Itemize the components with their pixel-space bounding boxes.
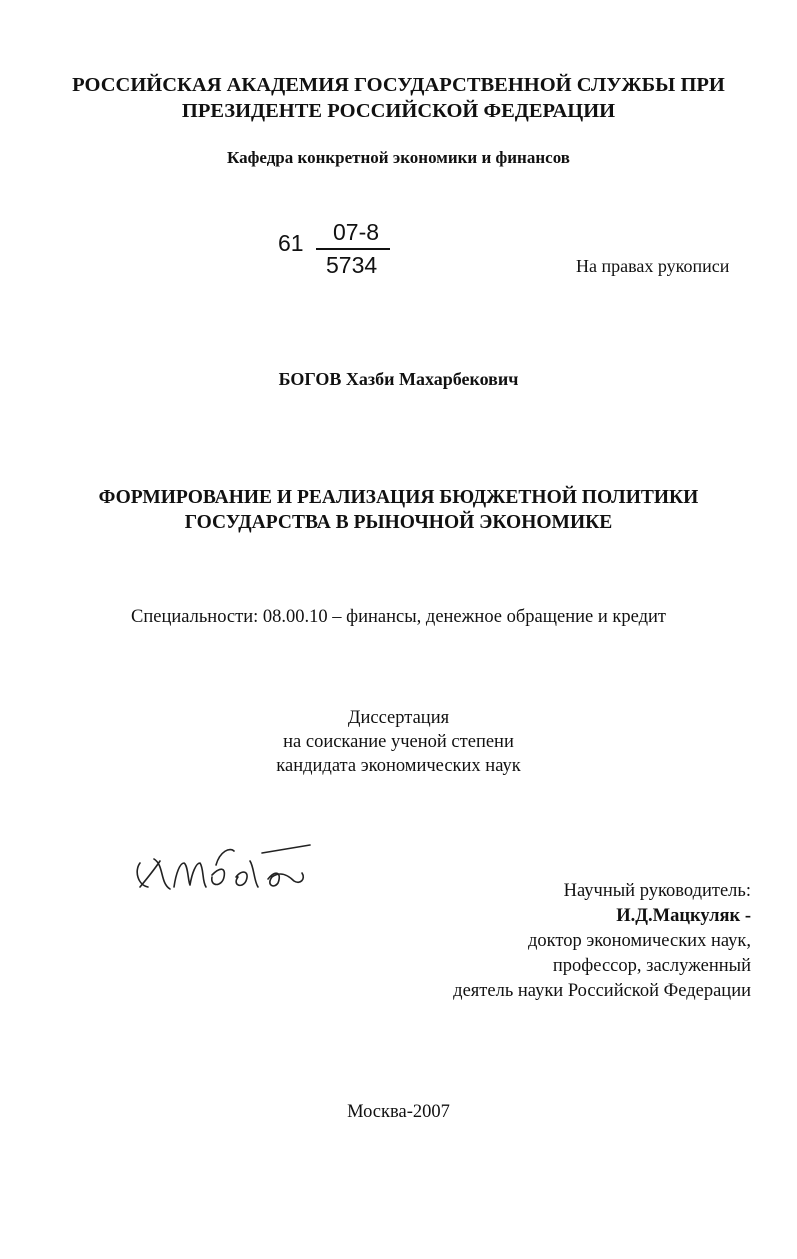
catalog-code-denominator: 5734 (326, 252, 378, 278)
advisor-honor: деятель науки Российской Федерации (453, 981, 751, 1001)
degree-statement (0, 706, 797, 778)
handwritten-signature (130, 825, 330, 905)
specialty: Специальности: 08.00.10 – финансы, денежное обращение и кредит (131, 607, 666, 627)
degree-line-1: Диссертация (347, 708, 450, 728)
title-line-1: ФОРМИРОВАНИЕ И РЕАЛИЗАЦИЯ БЮДЖЕТНОЙ ПОЛИТИКИ (98, 487, 699, 508)
degree-line-3: кандидата экономических наук (276, 756, 521, 776)
catalog-code-fraction-line (316, 248, 390, 250)
advisor-title: профессор, заслуженный (552, 956, 751, 976)
institution-line-1: РОССИЙСКАЯ АКАДЕМИЯ ГОСУДАРСТВЕННОЙ СЛУЖБЫ ПРИ (72, 74, 725, 96)
rights-note: На правах рукописи (576, 256, 730, 276)
institution-line-2: ПРЕЗИДЕНТЕ РОССИЙСКОЙ ФЕДЕРАЦИИ (181, 100, 616, 122)
city-year: Москва-2007 (347, 1102, 450, 1122)
institution-heading (0, 72, 797, 124)
department: Кафедра конкретной экономики и финансов (227, 148, 570, 167)
scientific-advisor (331, 879, 751, 1004)
catalog-code-numerator: 07-8 (333, 219, 380, 245)
advisor-label: Научный руководитель: (563, 881, 751, 901)
catalog-code-prefix: 61 (278, 230, 304, 256)
title-line-2: ГОСУДАРСТВА В РЫНОЧНОЙ ЭКОНОМИКЕ (184, 512, 613, 533)
dissertation-title (0, 485, 797, 535)
catalog-code (278, 219, 398, 282)
author-name: БОГОВ Хазби Махарбекович (278, 369, 519, 389)
degree-line-2: на соискание ученой степени (283, 732, 514, 752)
advisor-degree: доктор экономических наук, (527, 931, 751, 951)
advisor-name: И.Д.Мацкуляк - (616, 906, 751, 926)
